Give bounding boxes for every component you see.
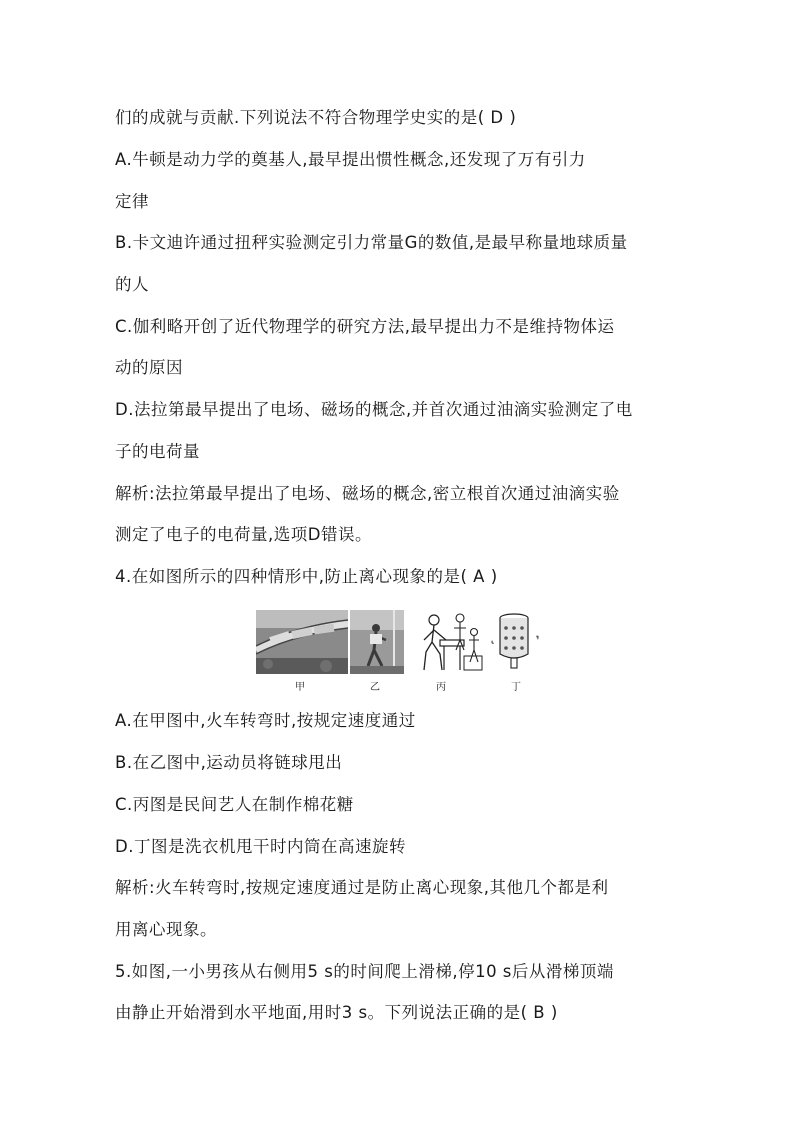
- q3-option-c: C.伽利略开创了近代物理学的研究方法,最早提出力不是维持物体运: [115, 317, 615, 336]
- q4-option-b: B.在乙图中,运动员将链球甩出: [115, 753, 343, 772]
- q4-analysis-cont: 用离心现象。: [115, 920, 217, 939]
- q5-stem-cont: 由静止开始滑到水平地面,用时3 s。下列说法正确的是( B ): [115, 1003, 558, 1022]
- q3-option-c-cont: 动的原因: [115, 358, 183, 377]
- q4-analysis: 解析:火车转弯时,按规定速度通过是防止离心现象,其他几个都是利: [115, 878, 609, 897]
- q3-option-a: A.牛顿是动力学的奠基人,最早提出惯性概念,还发现了万有引力: [115, 150, 586, 169]
- q4-stem: 4.在如图所示的四种情形中,防止离心现象的是( A ): [115, 567, 498, 586]
- caption-bing: 丙: [436, 682, 446, 693]
- q5-stem: 5.如图,一小男孩从右侧用5 s的时间爬上滑梯,停10 s后从滑梯顶端: [115, 962, 614, 981]
- hammer-throw-image: [350, 610, 404, 674]
- q3-option-b-cont: 的人: [115, 275, 149, 294]
- q4-option-c: C.丙图是民间艺人在制作棉花糖: [115, 795, 354, 814]
- train-curve-image: [256, 610, 348, 674]
- q3-option-b: B.卡文迪许通过扭秤实验测定引力常量G的数值,是最早称量地球质量: [115, 233, 628, 252]
- q4-option-a: A.在甲图中,火车转弯时,按规定速度通过: [115, 711, 416, 730]
- cotton-candy-image: [406, 610, 484, 674]
- q3-analysis: 解析:法拉第最早提出了电场、磁场的概念,密立根首次通过油滴实验: [115, 484, 620, 503]
- q4-option-d: D.丁图是洗衣机甩干时内筒在高速旋转: [115, 837, 406, 856]
- q3-option-d: D.法拉第最早提出了电场、磁场的概念,并首次通过油滴实验测定了电: [115, 400, 633, 419]
- q3-option-d-cont: 子的电荷量: [115, 442, 200, 461]
- q3-stem-end: 们的成就与贡献.下列说法不符合物理学史实的是( D ): [115, 108, 517, 127]
- washing-drum-image: [488, 610, 544, 674]
- q3-option-a-cont: 定律: [115, 192, 149, 211]
- caption-ding: 丁: [511, 682, 521, 693]
- caption-yi: 乙: [370, 682, 380, 693]
- q3-analysis-cont: 测定了电子的电荷量,选项D错误。: [115, 525, 372, 544]
- caption-jia: 甲: [295, 682, 305, 693]
